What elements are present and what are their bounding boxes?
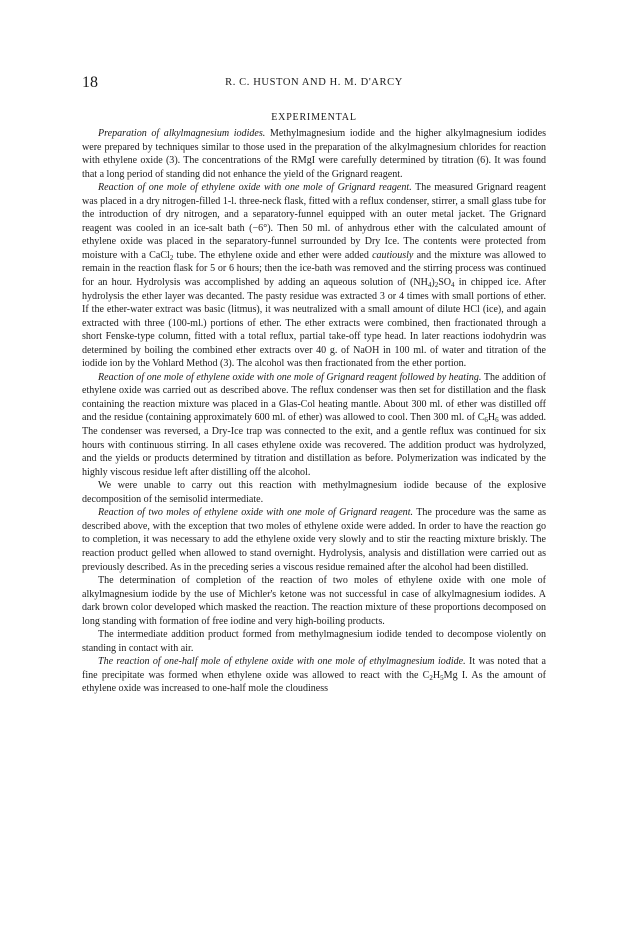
page-number: 18: [82, 74, 98, 91]
subscript: 2: [429, 673, 433, 682]
paragraph-text: tube. The ethylene oxide and ether were added: [173, 249, 373, 261]
paragraph-text: H: [487, 412, 496, 424]
paragraph-text: ): [431, 277, 435, 289]
paragraph-heating-reaction: [82, 371, 546, 479]
running-head-authors: R. C. HUSTON AND H. M. D'ARCY: [225, 77, 403, 88]
paragraph-text: and the mixture was allowed to remain in the reaction flask for 5 or 6 hours; then the ice-bath was removed and the stirring process was continued for an hour. Hydrolysis was accomplished by adding an aqueous solution of (NH: [82, 249, 547, 289]
subscript: 5: [440, 673, 444, 682]
paragraph-lead: Reaction of one mole of ethylene oxide with one mole of Grignard reagent.: [98, 182, 412, 194]
paragraph-two-moles-reaction: [82, 506, 546, 574]
subscript: 4: [427, 281, 432, 290]
subscript: 6: [495, 416, 499, 425]
paragraph-text: It was noted that a fine precipitate was formed when ethylene oxide was allowed to react with the C: [82, 656, 546, 681]
paragraph-one-mole-reaction: [82, 181, 546, 371]
subscript: 6: [484, 416, 488, 425]
paragraph-text: Mg I. As the amount of ethylene oxide was increased to one-half mole the cloudiness: [82, 669, 547, 695]
paragraph-text: was added. The condenser was reversed, a Dry-Ice trap was connected to the exit, and a gentle reflux was continued for six hours with continuous stirring. In all cases ethylene oxide was recovered. The addition product was hydrolyzed, and the yields or products determined by titration and distillation as before. Polymerization was indicated by the highly viscous residue left after distilling off the alcohol.: [82, 412, 546, 478]
running-head: [82, 74, 546, 94]
paragraph-text: The measured Grignard reagent was placed in a dry nitrogen-filled 1-l. three-neck flask, fitted with a reflux condenser, stirrer, a small glass tube for the introduction of dry nitrogen, and a separatory-funnel equipped with an outer metal jacket. The Grignard reagent was cooled in an ice-salt bath (−6°). Then 50 ml. of anhydrous ether with the calculated amount of ethylene oxide was placed in the separatory-funnel surrounded by Dry Ice. The contents were protected from moisture with a CaCl: [82, 182, 546, 261]
section-heading: EXPERIMENTAL: [271, 112, 357, 123]
paragraph-text: We were unable to carry out this reaction with methylmagnesium iodide because of the explosive decomposition of the semisolid intermediate.: [82, 480, 546, 505]
subscript: 2: [169, 253, 174, 262]
subscript: 4: [451, 281, 455, 290]
paragraph-text: The procedure was the same as described above, with the exception that two moles of ethylene oxide were added. In order to have the reaction go to completion, it was necessary to add the ethylene oxide very slowly and to stir the reacting mixture briskly. The reaction product gelled when allowed to stand overnight. Hydrolysis, analysis and distillation were carried out as previously described. As in the preceding series a viscous residue remained after the alcohol had been distilled.: [82, 507, 546, 573]
subscript: 2: [434, 281, 439, 290]
paragraph-preparation: [82, 127, 546, 181]
paragraph-text: Methylmagnesium iodide and the higher alkylmagnesium iodides were prepared by techniques similar to those used in the preparation of the alkylmagnesium chlorides for reaction with ethylene oxide (3). The concentrations of the RMgI were carefully determined by titration (6). It was found that a long period of standing did not enhance the yield of the Grignard reagent.: [82, 128, 546, 180]
paragraph-lead: Preparation of alkylmagnesium iodides.: [98, 128, 266, 139]
paragraph-lead: The reaction of one-half mole of ethylene oxide with one mole of ethylmagnesium iodide.: [98, 656, 466, 668]
paragraph-text: The addition of ethylene oxide was carried out as described above. The reflux condenser was then set for distillation and the flask containing the reaction mixture was placed in a Glas-Col heating mantle. About 300 ml. of ether was distilled off and the residue (containing approximately 600 ml. of ether) was allowed to cool. Then 300 ml. of C: [82, 371, 546, 424]
paragraph-half-mole-reaction: [82, 655, 546, 696]
article-body: [82, 127, 546, 696]
paragraph-lead: Reaction of one mole of ethylene oxide with one mole of Grignard reagent followed by heating.: [98, 371, 482, 383]
paragraph-completion-determination: [82, 574, 546, 628]
paragraph-text: The intermediate addition product formed from methylmagnesium iodide tended to decompose violently on standing in contact with air.: [82, 629, 546, 654]
paragraph-text: in chipped ice. After hydrolysis the ether layer was decanted. The pasty residue was extracted 3 or 4 times with small portions of ether. If the ether-water extract was basic (litmus), it was neutralized with a small amount of dilute HCl (ice), and again extracted with three (100-ml.) portions of ether. The ether extracts were combined, then fractionated through a short Fenske-type column, fitted with a total reflux, partial take-off type head. In later reactions iodohydrin was determined by boiling the combined ether extracts over 40 g. of NaOH in 100 ml. of water and titration of the iodide ion by the Vohlard Method (3). The alcohol was then fractionated from the ether portion.: [82, 277, 546, 370]
paragraph-text: H: [432, 669, 441, 681]
paragraph-methyl-note: [82, 479, 546, 506]
paragraph-intermediate-note: [82, 628, 546, 655]
inline-italic: cautiously: [372, 249, 414, 261]
paragraph-text: SO: [438, 277, 452, 289]
paragraph-lead: Reaction of two moles of ethylene oxide with one mole of Grignard reagent.: [98, 507, 414, 519]
paragraph-text: The determination of completion of the reaction of two moles of ethylene oxide with one mole of alkylmagnesium iodide by the use of Michler's ketone was not successful in case of alkylmagnesium iodides. A dark brown color developed which masked the reaction. The reaction mixture of these proportions decomposed on long standing with formation of free iodine and very high-boiling products.: [82, 575, 546, 627]
